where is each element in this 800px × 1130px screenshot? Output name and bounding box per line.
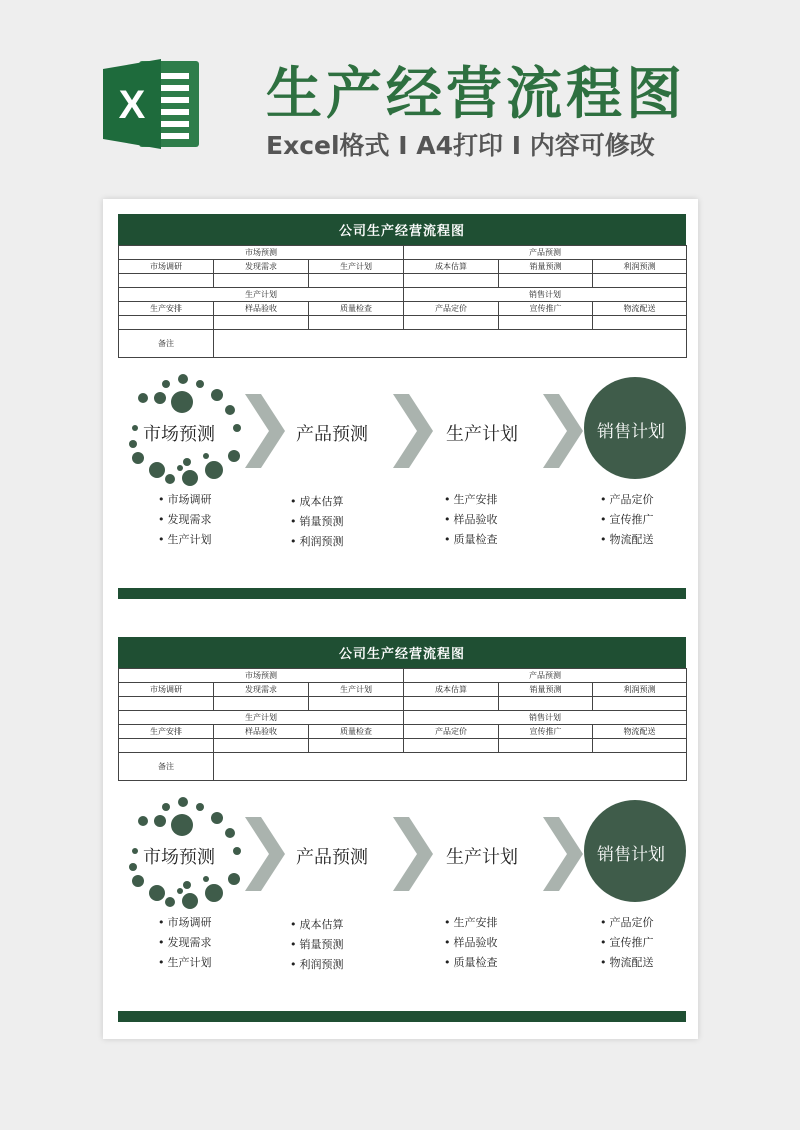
stage-label: 市场预测 <box>143 424 215 445</box>
stage-label: 产品预测 <box>296 847 368 868</box>
page-subtitle: Excel格式 I A4打印 I 内容可修改 <box>266 131 655 160</box>
empty-cell[interactable] <box>309 316 404 330</box>
flow-graphics <box>118 358 686 588</box>
note-field[interactable] <box>214 330 687 358</box>
table-cell: 生产计划 <box>309 683 404 697</box>
flow-graphics <box>118 781 686 1011</box>
table-cell: 宣传推广 <box>499 302 593 316</box>
stage-label: 生产计划 <box>446 424 518 445</box>
excel-logo-icon <box>103 55 201 153</box>
table-cell: 成本估算 <box>404 683 499 697</box>
section-footer-bar <box>118 1011 686 1022</box>
empty-cell[interactable] <box>214 697 309 711</box>
stage-label: 市场预测 <box>143 847 215 868</box>
list-item: • 利润预测 <box>290 532 344 552</box>
table-cell: 利润预测 <box>593 683 687 697</box>
arrow-icon <box>543 817 583 891</box>
table-cell: 宣传推广 <box>499 725 593 739</box>
bullet-list <box>158 913 212 973</box>
stage-label: 生产计划 <box>446 847 518 868</box>
list-item: • 生产安排 <box>444 913 498 933</box>
header-banner <box>0 0 800 190</box>
table-group-header: 产品预测 <box>404 669 687 683</box>
list-item: • 销量预测 <box>290 512 344 532</box>
list-item: • 成本估算 <box>290 492 344 512</box>
bullet-list <box>290 915 344 975</box>
empty-cell[interactable] <box>119 697 214 711</box>
table-group-header: 销售计划 <box>404 711 687 725</box>
list-item: • 市场调研 <box>158 490 212 510</box>
stage-label: 产品预测 <box>296 424 368 445</box>
empty-cell[interactable] <box>119 274 214 288</box>
list-item: • 宣传推广 <box>600 933 654 953</box>
empty-cell[interactable] <box>404 316 499 330</box>
process-flow <box>118 781 686 1011</box>
empty-cell[interactable] <box>404 697 499 711</box>
empty-cell[interactable] <box>404 274 499 288</box>
table-cell: 发现需求 <box>214 683 309 697</box>
plan-table <box>118 245 687 358</box>
empty-cell[interactable] <box>499 739 593 753</box>
table-cell: 成本估算 <box>404 260 499 274</box>
table-cell: 销量预测 <box>499 260 593 274</box>
page-title: 生产经营流程图 <box>266 62 686 127</box>
stage-label: 销售计划 <box>597 845 665 865</box>
list-item: • 宣传推广 <box>600 510 654 530</box>
note-label: 备注 <box>119 753 214 781</box>
empty-cell[interactable] <box>404 739 499 753</box>
arrow-icon <box>543 394 583 468</box>
table-group-header: 生产计划 <box>119 711 404 725</box>
table-group-header: 产品预测 <box>404 246 687 260</box>
bullet-list <box>600 490 654 550</box>
list-item: • 产品定价 <box>600 913 654 933</box>
table-cell: 质量检查 <box>309 302 404 316</box>
bullet-list <box>600 913 654 973</box>
table-cell: 发现需求 <box>214 260 309 274</box>
list-item: • 物流配送 <box>600 530 654 550</box>
table-cell: 产品定价 <box>404 725 499 739</box>
table-cell: 样品验收 <box>214 302 309 316</box>
flowchart-section-2 <box>118 637 686 1022</box>
empty-cell[interactable] <box>119 739 214 753</box>
list-item: • 样品验收 <box>444 510 498 530</box>
arrow-icon <box>245 394 285 468</box>
empty-cell[interactable] <box>214 739 309 753</box>
section-title: 公司生产经营流程图 <box>118 214 686 245</box>
list-item: • 利润预测 <box>290 955 344 975</box>
table-group-header: 销售计划 <box>404 288 687 302</box>
document-page <box>103 199 698 1039</box>
list-item: • 产品定价 <box>600 490 654 510</box>
table-group-header: 生产计划 <box>119 288 404 302</box>
list-item: • 生产安排 <box>444 490 498 510</box>
empty-cell[interactable] <box>214 274 309 288</box>
table-cell: 物流配送 <box>593 302 687 316</box>
table-cell: 销量预测 <box>499 683 593 697</box>
list-item: • 发现需求 <box>158 510 212 530</box>
empty-cell[interactable] <box>593 697 687 711</box>
section-title: 公司生产经营流程图 <box>118 637 686 668</box>
empty-cell[interactable] <box>499 274 593 288</box>
empty-cell[interactable] <box>593 274 687 288</box>
list-item: • 市场调研 <box>158 913 212 933</box>
list-item: • 生产计划 <box>158 953 212 973</box>
table-cell: 物流配送 <box>593 725 687 739</box>
list-item: • 发现需求 <box>158 933 212 953</box>
table-group-header: 市场预测 <box>119 669 404 683</box>
arrow-icon <box>393 394 433 468</box>
list-item: • 生产计划 <box>158 530 212 550</box>
section-footer-bar <box>118 588 686 599</box>
table-cell: 质量检查 <box>309 725 404 739</box>
stage-label: 销售计划 <box>597 422 665 442</box>
table-cell: 利润预测 <box>593 260 687 274</box>
table-cell: 样品验收 <box>214 725 309 739</box>
empty-cell[interactable] <box>499 316 593 330</box>
list-item: • 样品验收 <box>444 933 498 953</box>
note-label: 备注 <box>119 330 214 358</box>
table-cell: 市场调研 <box>119 683 214 697</box>
empty-cell[interactable] <box>119 316 214 330</box>
list-item: • 成本估算 <box>290 915 344 935</box>
table-cell: 市场调研 <box>119 260 214 274</box>
bullet-list <box>444 913 498 973</box>
table-cell: 产品定价 <box>404 302 499 316</box>
empty-cell[interactable] <box>309 274 404 288</box>
empty-cell[interactable] <box>309 739 404 753</box>
empty-cell[interactable] <box>499 697 593 711</box>
flowchart-section-1 <box>118 214 686 599</box>
table-cell: 生产安排 <box>119 302 214 316</box>
empty-cell[interactable] <box>593 316 687 330</box>
arrow-icon <box>393 817 433 891</box>
bullet-list <box>444 490 498 550</box>
empty-cell[interactable] <box>593 739 687 753</box>
empty-cell[interactable] <box>309 697 404 711</box>
list-item: • 质量检查 <box>444 530 498 550</box>
list-item: • 物流配送 <box>600 953 654 973</box>
plan-table <box>118 668 687 781</box>
process-flow <box>118 358 686 588</box>
logo-letter: X <box>118 83 146 127</box>
list-item: • 质量检查 <box>444 953 498 973</box>
table-group-header: 市场预测 <box>119 246 404 260</box>
note-field[interactable] <box>214 753 687 781</box>
bullet-list <box>158 490 212 550</box>
table-cell: 生产安排 <box>119 725 214 739</box>
bullet-list <box>290 492 344 552</box>
list-item: • 销量预测 <box>290 935 344 955</box>
empty-cell[interactable] <box>214 316 309 330</box>
table-cell: 生产计划 <box>309 260 404 274</box>
arrow-icon <box>245 817 285 891</box>
